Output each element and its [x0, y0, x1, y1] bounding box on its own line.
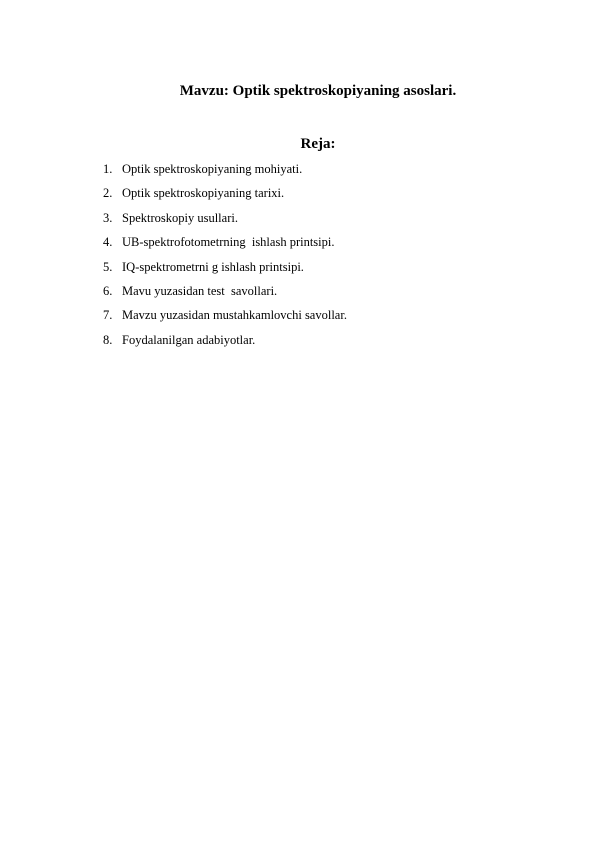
list-item-number: 1.	[103, 162, 113, 176]
list-item-text: Optik spektroskopiyaning tarixi.	[122, 186, 285, 201]
list-item-text: UB-spektrofotometrning ishlash printsipi.	[122, 235, 335, 250]
list-item-number: 7.	[103, 308, 113, 323]
list-item-number: 3.	[103, 210, 113, 225]
plan-list	[103, 160, 347, 355]
plan-heading: Reja:	[300, 136, 336, 152]
list-item	[103, 209, 347, 233]
list-item	[103, 233, 347, 257]
list-item	[103, 184, 347, 208]
list-item	[103, 282, 347, 306]
list-item-text: Mavzu yuzasidan mustahkamlovchi savollar.	[122, 308, 347, 323]
list-item	[103, 258, 347, 282]
list-item-number: 8.	[103, 332, 113, 347]
list-item-text: Mavu yuzasidan test savollari.	[122, 283, 278, 298]
list-item-number: 6.	[103, 283, 113, 298]
list-item-number: 4.	[103, 235, 113, 250]
document-title: Mavzu: Optik spektroskopiyaning asoslari.	[179, 83, 457, 99]
list-item	[103, 331, 347, 355]
list-item	[103, 160, 347, 184]
list-item-text: Foydalanilgan adabiyotlar.	[122, 332, 256, 347]
list-item-text: Optik spektroskopiyaning mohiyati.	[122, 162, 303, 176]
list-item-number: 2.	[103, 186, 113, 201]
list-item	[103, 306, 347, 330]
list-item-number: 5.	[103, 259, 113, 274]
list-item-text: IQ-spektrometrni g ishlash printsipi.	[122, 259, 304, 274]
list-item-text: Spektroskopiy usullari.	[122, 210, 238, 225]
